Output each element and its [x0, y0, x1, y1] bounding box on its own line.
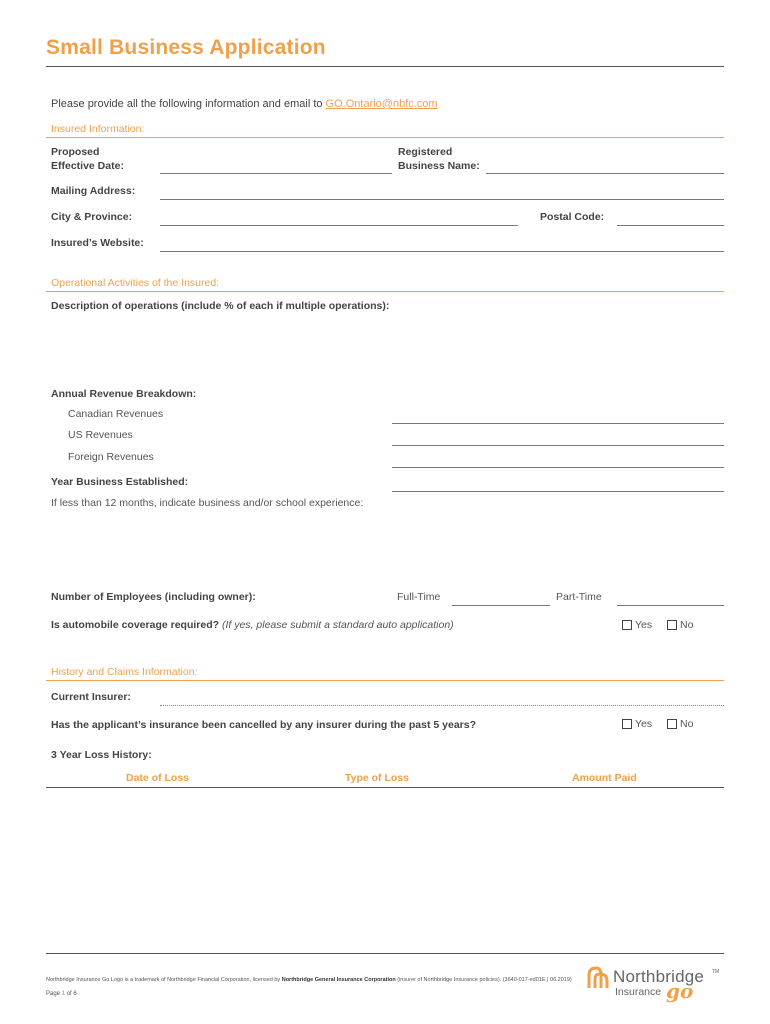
logo-brand: Northbridge [613, 967, 705, 986]
website-field[interactable] [160, 251, 724, 252]
label-line: Effective Date: [51, 160, 124, 172]
part-time-field[interactable] [617, 605, 724, 606]
number-of-employees-label: Number of Employees (including owner): [51, 591, 256, 603]
foreign-revenues-label: Foreign Revenues [68, 451, 154, 463]
city-province-label: City & Province: [51, 211, 133, 223]
column-type-of-loss: Type of Loss [345, 772, 409, 784]
title-rule [46, 66, 724, 67]
full-time-label: Full-Time [397, 591, 441, 603]
cancelled-yes-checkbox[interactable] [622, 719, 632, 729]
registered-business-name-label [398, 145, 480, 173]
loss-table-rule [46, 787, 724, 788]
label-line: Business Name: [398, 160, 480, 172]
cancelled-no-label: No [680, 718, 694, 730]
page-number [46, 991, 77, 997]
northbridge-logo-icon [586, 966, 610, 990]
auto-yes-checkbox[interactable] [622, 620, 632, 630]
section-operational-activities: Operational Activities of the Insured: [51, 277, 220, 289]
email-link[interactable]: GO.Ontario@nbfc.com [325, 98, 438, 110]
annual-revenue-label: Annual Revenue Breakdown: [51, 388, 197, 400]
current-insurer-field[interactable] [160, 705, 724, 706]
description-of-operations-field[interactable] [51, 316, 724, 382]
footer-text: (insurer of Northbridge Insurance policies). (3640-017-ed01E | 06.2019) [395, 977, 572, 983]
label-line: Registered [398, 146, 453, 158]
auto-no-checkbox[interactable] [667, 620, 677, 630]
year-established-label: Year Business Established: [51, 476, 189, 488]
loss-history-table-body[interactable] [46, 790, 724, 945]
automobile-coverage-question [51, 618, 454, 632]
description-of-operations-label: Description of operations (include % of each if multiple operations): [51, 300, 390, 312]
auto-question-text: Is automobile coverage required? [51, 619, 220, 631]
logo-trademark: TM [712, 969, 720, 975]
label-line: Proposed [51, 146, 100, 158]
current-insurer-label: Current Insurer: [51, 691, 131, 703]
intro-instruction: Please provide all the following information and email to [51, 98, 326, 110]
page-prefix: Page [46, 991, 62, 997]
cancelled-yes-label: Yes [635, 718, 653, 730]
section-rule [46, 137, 724, 138]
page-title: Small Business Application [46, 36, 326, 59]
footer-insurer: Northbridge General Insurance Corporation [281, 977, 396, 983]
proposed-effective-date-field[interactable] [160, 173, 392, 174]
section-insured-information: Insured Information: [51, 123, 145, 135]
footer-rule [46, 953, 724, 954]
us-revenues-field[interactable] [392, 445, 724, 446]
year-established-field[interactable] [392, 491, 724, 492]
postal-code-field[interactable] [617, 225, 724, 226]
experience-field[interactable] [51, 513, 724, 583]
footer-text: Northbridge Insurance Go Logo is a trademark of Northbridge Financial Corporation, licensed by [46, 977, 282, 983]
cancelled-no-checkbox[interactable] [667, 719, 677, 729]
column-date-of-loss: Date of Loss [126, 772, 190, 784]
footer-legal-text [46, 977, 572, 983]
intro-text [51, 98, 438, 110]
loss-history-label: 3 Year Loss History: [51, 749, 152, 761]
section-rule [46, 291, 724, 292]
mailing-address-label: Mailing Address: [51, 185, 136, 197]
auto-yes-label: Yes [635, 619, 653, 631]
logo-insurance: Insurance [615, 986, 662, 998]
canadian-revenues-label: Canadian Revenues [68, 408, 164, 420]
postal-code-label: Postal Code: [540, 211, 605, 223]
foreign-revenues-field[interactable] [392, 467, 724, 468]
part-time-label: Part-Time [556, 591, 602, 603]
mailing-address-field[interactable] [160, 199, 724, 200]
section-history-claims: History and Claims Information: [51, 666, 198, 678]
logo-go: go [666, 979, 694, 1003]
full-time-field[interactable] [452, 605, 550, 606]
column-amount-paid: Amount Paid [572, 772, 637, 784]
proposed-effective-date-label [51, 145, 124, 173]
canadian-revenues-field[interactable] [392, 423, 724, 424]
section-rule [46, 680, 724, 681]
website-label: Insured’s Website: [51, 237, 144, 249]
auto-no-label: No [680, 619, 694, 631]
us-revenues-label: US Revenues [68, 429, 133, 441]
auto-question-note: (If yes, please submit a standard auto application) [221, 619, 454, 631]
page-current: 1 [61, 991, 66, 997]
experience-label: If less than 12 months, indicate business and/or school experience: [51, 497, 364, 509]
registered-business-name-field[interactable] [486, 173, 724, 174]
page-suffix: of 6 [65, 991, 77, 997]
cancelled-question: Has the applicant’s insurance been cancelled by any insurer during the past 5 years? [51, 719, 477, 731]
city-province-field[interactable] [160, 225, 518, 226]
